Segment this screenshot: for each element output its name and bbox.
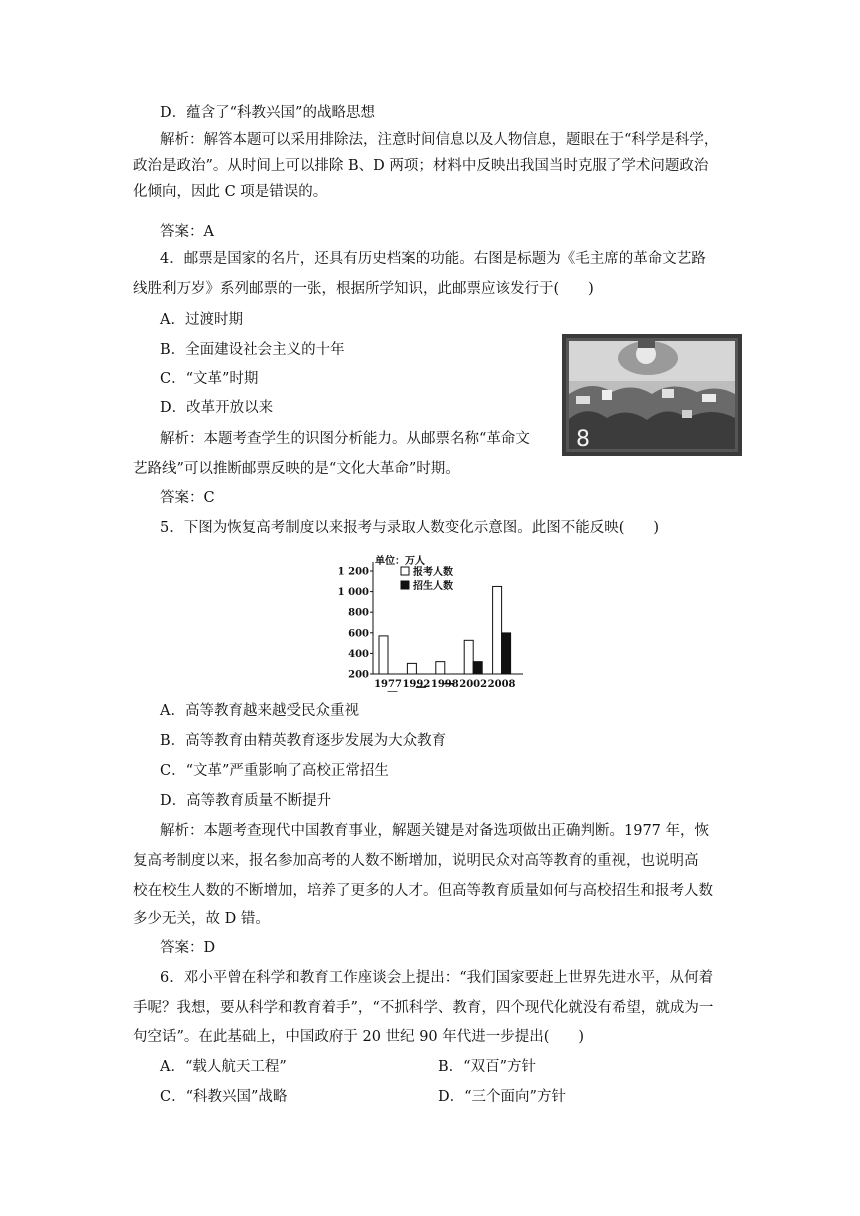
enrollment-bar-chart — [333, 548, 533, 692]
y-tick-label: 400 — [348, 648, 369, 660]
x-tick-label: 2002 — [459, 679, 488, 690]
option-d-q5: D．高等教育质量不断提升 — [160, 793, 332, 809]
option-d-q3: D．蕴含了“科教兴国”的战略思想 — [160, 105, 375, 121]
bar-applicants — [436, 662, 445, 674]
x-tick-label: 1998 — [430, 679, 459, 690]
bar-applicants — [407, 663, 416, 674]
legend-label: 报考人数 — [413, 567, 453, 578]
question-6-cont: 句空话”。在此基础上，中国政府于 20 世纪 90 年代进一步提出( ) — [133, 1029, 585, 1045]
option-a-q5: A．高等教育越来越受民众重视 — [160, 703, 359, 719]
option-a-q4: A．过渡时期 — [160, 312, 243, 328]
bar-applicants — [464, 640, 473, 674]
option-d-q4: D．改革开放以来 — [160, 400, 274, 416]
y-tick-label: 1 000 — [337, 587, 369, 599]
x-tick-label: 1977 — [374, 679, 402, 690]
chart-unit-label: 单位：万人 — [375, 556, 425, 567]
answer-q4: 答案：C — [160, 490, 215, 506]
question-4-cont: 线胜利万岁》系列邮票的一张，根据所学知识，此邮票应该发行于( ) — [133, 281, 594, 297]
analysis-q3: 解析：解答本题可以采用排除法，注意时间信息以及人物信息，题眼在于“科学是科学， — [160, 132, 719, 148]
y-tick-label: 200 — [348, 669, 369, 681]
bar-applicants — [493, 586, 502, 674]
answer-q5: 答案：D — [160, 940, 216, 956]
y-tick-label: 800 — [348, 607, 369, 619]
question-5: 5．下图为恢复高考制度以来报考与录取人数变化示意图。此图不能反映( ) — [160, 520, 660, 536]
legend-swatch-admitted — [401, 581, 409, 589]
question-6: 6．邓小平曾在科学和教育工作座谈会上提出：“我们国家要赶上世界先进水平，从何着 — [160, 970, 714, 986]
question-6-cont: 手呢？我想，要从科学和教育着手”，“不抓科学、教育，四个现代化就没有希望，就成为一 — [133, 1000, 714, 1016]
bar-applicants — [379, 636, 388, 674]
option-d-q6: D．“三个面向”方针 — [438, 1089, 566, 1105]
analysis-q5: 解析：本题考查现代中国教育事业，解题关键是对备选项做出正确判断。1977 年，恢 — [160, 823, 710, 839]
bar-admitted — [502, 633, 511, 674]
option-b-q6: B．“双百”方针 — [438, 1059, 536, 1075]
y-tick-label: 600 — [348, 628, 369, 640]
analysis-q5-cont: 多少无关，故 D 错。 — [133, 911, 270, 927]
option-a-q6: A．“载人航天工程” — [160, 1059, 287, 1075]
analysis-q5-cont: 复高考制度以来，报名参加高考的人数不断增加，说明民众对高等教育的重视，也说明高 — [133, 853, 699, 869]
stamp-number: 8 — [576, 427, 590, 452]
x-tick-label: 1992 — [402, 679, 431, 690]
legend-swatch-applicants — [401, 567, 409, 575]
x-tick-label: 2008 — [487, 679, 516, 690]
y-tick-label: 1 200 — [337, 566, 369, 578]
analysis-q5-cont: 校在校生人数的不断增加，培养了更多的人才。但高等教育质量如何与高校招生和报考人数 — [133, 883, 713, 899]
analysis-q3-cont: 化倾向，因此 C 项是错误的。 — [133, 184, 328, 200]
stamp-image — [562, 334, 742, 456]
bar-admitted — [473, 662, 482, 674]
option-c-q4: C．“文革”时期 — [160, 371, 259, 387]
legend-label: 招生人数 — [413, 581, 453, 592]
analysis-q4: 解析：本题考查学生的识图分析能力。从邮票名称“革命文 — [160, 431, 530, 447]
analysis-q3-cont: 政治是政治”。从时间上可以排除 B、D 两项；材料中反映出我国当时克服了学术问题政治 — [133, 158, 709, 174]
option-c-q5: C．“文革”严重影响了高校正常招生 — [160, 763, 389, 779]
analysis-q4-cont: 艺路线”可以推断邮票反映的是“文化大革命”时期。 — [133, 461, 460, 477]
option-b-q4: B．全面建设社会主义的十年 — [160, 342, 345, 358]
option-c-q6: C．“科教兴国”战略 — [160, 1089, 288, 1105]
answer-q3: 答案：A — [160, 224, 214, 240]
option-b-q5: B．高等教育由精英教育逐步发展为大众教育 — [160, 733, 447, 749]
question-4: 4．邮票是国家的名片，还具有历史档案的功能。右图是标题为《毛主席的革命文艺路 — [160, 251, 706, 267]
